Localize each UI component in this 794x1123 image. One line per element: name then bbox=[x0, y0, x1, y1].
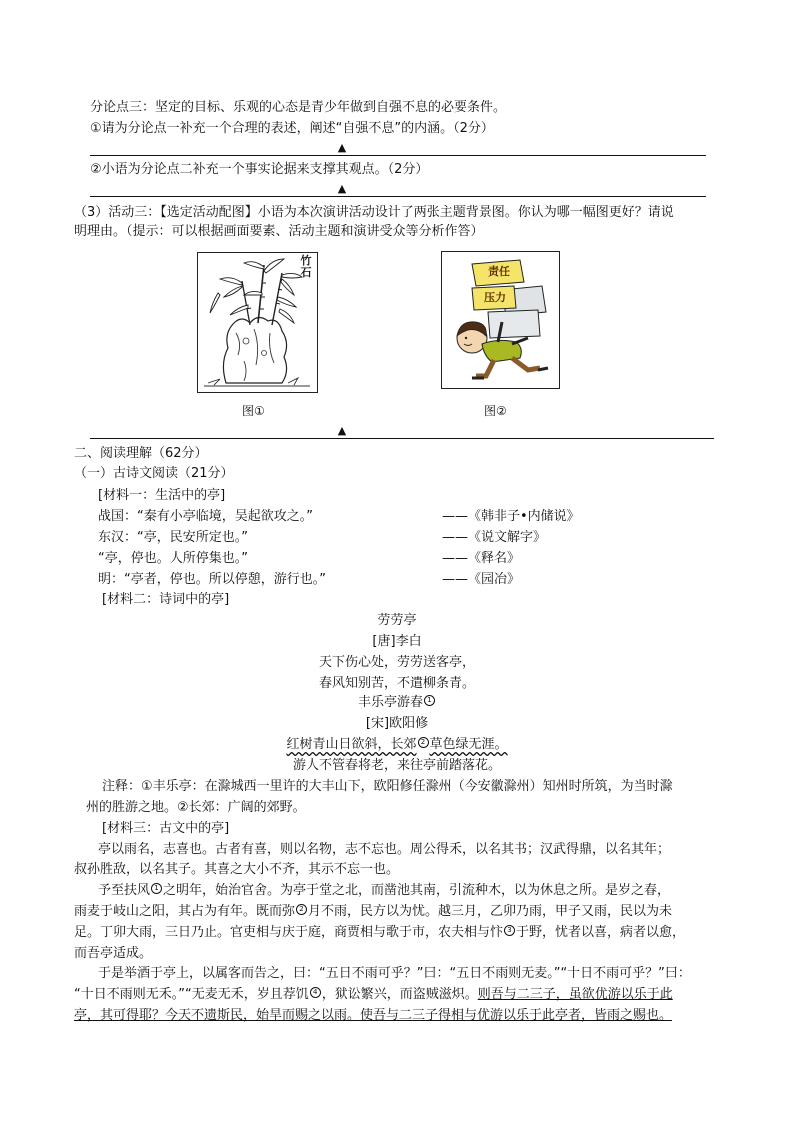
passage-paragraph-3-line-3: 亭，其可得耶？今天不遗斯民，始旱而赐之以雨。使吾与二三子得相与优游以乐于此亭者，皆雨之赐也。 bbox=[74, 1008, 673, 1023]
material-1-quote: “亭，停也。人所停集也。” bbox=[98, 551, 248, 566]
footnote-mark: 2 bbox=[418, 737, 429, 748]
material-1-quote: 明：“亭者，停也。所以停憩，游行也。” bbox=[98, 572, 326, 587]
subsection-1-title: （一）古诗文阅读（21分） bbox=[74, 466, 234, 481]
poem-1-author: [唐]李白 bbox=[372, 634, 422, 649]
question-1: ①请为分论点一补充一个合理的表述，阐述“自强不息”的内涵。（2分） bbox=[90, 121, 494, 136]
material-1-quote: 东汉：“亭，民安所定也。” bbox=[98, 530, 248, 545]
poem-2-title-text: 丰乐亭游春 bbox=[357, 695, 423, 710]
text-segment: “十日不雨则无禾。”“无麦无禾，岁且荐饥 bbox=[74, 987, 309, 1002]
passage-paragraph-2-line-1 bbox=[98, 883, 670, 899]
poem-2-title bbox=[0, 695, 794, 711]
answer-line[interactable] bbox=[90, 196, 706, 197]
activity3-question-line1: （3）活动三：【选定活动配图】小语为本次演讲活动设计了两张主题背景图。你认为哪一幅图更好？请说 bbox=[74, 205, 674, 220]
passage-paragraph-3-line-2 bbox=[74, 987, 673, 1003]
answer-line[interactable] bbox=[90, 155, 706, 156]
section-2-title: 二、阅读理解（62分） bbox=[74, 446, 208, 461]
answer-line[interactable] bbox=[90, 438, 714, 439]
argument-point-3: 分论点三：坚定的目标、乐观的心态是青少年做到自强不息的必要条件。 bbox=[90, 100, 507, 115]
material-1-source: ——《韩非子•内储说》 bbox=[442, 509, 580, 524]
activity3-question-line2: 明理由。（提示：可以根据画面要素、活动主题和演讲受众等分析作答） bbox=[74, 224, 484, 239]
figure-2-burden bbox=[441, 251, 560, 389]
poem-1-line-2: 春风知别苦，不遣柳条青。 bbox=[318, 676, 475, 691]
underlined-sentence: 则吾与二三子，虽欲优游以乐于此 bbox=[477, 987, 673, 1002]
answer-marker: ▲ bbox=[337, 141, 347, 154]
figure-1-bamboo-rock bbox=[197, 252, 318, 393]
poem-2-author: [宋]欧阳修 bbox=[365, 716, 429, 731]
footnote-mark: 4 bbox=[310, 987, 321, 998]
footnote-mark: 2 bbox=[296, 904, 307, 915]
passage-paragraph-1-line-1: 亭以雨名，志喜也。古者有喜，则以名物，志不忘也。周公得禾，以名其书；汉武得鼎，以名其年； bbox=[98, 842, 671, 857]
notes-line-1: 注释：①丰乐亭：在滁城西一里许的大丰山下，欧阳修任滁州（今安徽滁州）知州时所筑，为当时滁 bbox=[102, 779, 673, 794]
figure-1-caption: 图① bbox=[242, 404, 265, 418]
passage-paragraph-2-line-2 bbox=[74, 904, 672, 920]
material-1-title: [材料一：生活中的亭] bbox=[98, 488, 226, 503]
text-segment: ，狱讼繁兴，而盗贼滋炽。 bbox=[321, 987, 478, 1002]
text-segment: 予至扶风 bbox=[98, 883, 151, 898]
poem-2-line-1 bbox=[0, 737, 794, 753]
passage-paragraph-2-line-3 bbox=[74, 925, 685, 941]
answer-marker: ▲ bbox=[337, 182, 347, 195]
material-2-title: [材料二：诗词中的亭] bbox=[102, 592, 230, 607]
text-segment: 于野，忧者以喜，病者以愈， bbox=[516, 925, 686, 940]
figure-1-inscription: 竹石 bbox=[300, 254, 312, 279]
poem-2-line-2: 游人不管春将老，来往亭前踏落花。 bbox=[292, 758, 501, 773]
text-segment: 月不雨，民方以为忧。越三月，乙卯乃雨，甲子又雨，民以为未 bbox=[308, 904, 673, 919]
material-3-title: [材料三：古文中的亭] bbox=[102, 821, 230, 836]
poem-2-line-1-part-a: 红树青山日欲斜，长郊 bbox=[286, 737, 417, 752]
figure-2-caption: 图② bbox=[484, 404, 507, 418]
question-2: ②小语为分论点二补充一个事实论据来支撑其观点。（2分） bbox=[90, 162, 429, 177]
passage-paragraph-3-line-1: 于是举酒于亭上，以属客而告之，曰：“五日不雨可乎？”曰：“五日不雨则无麦。”“十日不雨可乎？”曰： bbox=[98, 966, 691, 981]
text-segment: 之明年，始治官舍。为亭于堂之北，而凿池其南，引流种木，以为休息之所。是岁之春， bbox=[163, 883, 671, 898]
material-1-quote: 战国：“秦有小亭临境，吴起欲攻之。” bbox=[98, 509, 313, 524]
text-segment: 雨麦于岐山之阳，其占为有年。既而弥 bbox=[74, 904, 296, 919]
figure-2-box-label-pressure: 压力 bbox=[484, 291, 506, 304]
material-1-source: ——《说文解字》 bbox=[442, 530, 547, 545]
footnote-mark: 3 bbox=[504, 925, 515, 936]
poem-2-line-1-part-b: 草色绿无涯。 bbox=[429, 737, 508, 752]
figure-2-box-label-responsibility: 责任 bbox=[488, 265, 510, 278]
material-1-source: ——《园冶》 bbox=[442, 572, 521, 587]
answer-marker: ▲ bbox=[337, 424, 347, 437]
passage-paragraph-1-line-2: 叔孙胜敌，以名其子。其喜之大小不齐，其示不忘一也。 bbox=[74, 862, 400, 877]
footnote-mark: 1 bbox=[424, 695, 435, 706]
material-1-source: ——《释名》 bbox=[442, 551, 521, 566]
poem-1-title: 劳劳亭 bbox=[377, 613, 417, 628]
poem-1-line-1: 天下伤心处，劳劳送客亭， bbox=[318, 655, 475, 670]
passage-paragraph-2-line-4: 而吾亭适成。 bbox=[74, 946, 153, 961]
text-segment: 足。丁卯大雨，三日乃止。官吏相与庆于庭，商贾相与歌于市，农夫相与忭 bbox=[74, 925, 504, 940]
notes-line-2: 州的胜游之地。②长郊：广阔的郊野。 bbox=[86, 800, 306, 815]
footnote-mark: 1 bbox=[151, 883, 162, 894]
